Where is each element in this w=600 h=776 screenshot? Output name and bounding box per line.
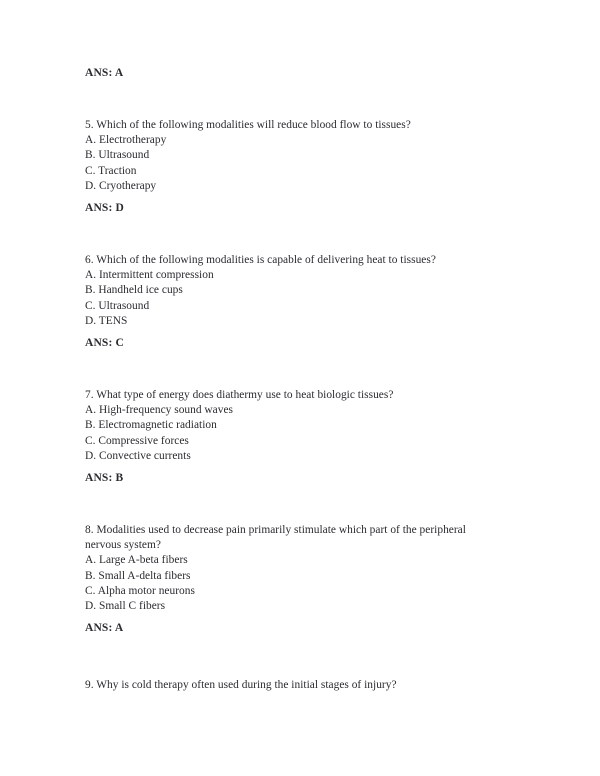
option-5-a: A. Electrotherapy [85, 134, 167, 147]
option-7-b: B. Electromagnetic radiation [85, 419, 217, 432]
option-8-d: D. Small C fibers [85, 600, 166, 613]
answer-label-5: ANS: D [85, 202, 124, 215]
question-text-7: 7. What type of energy does diathermy use to heat biologic tissues? [85, 389, 394, 402]
option-list-5 [85, 133, 495, 194]
option-list-6 [85, 268, 495, 329]
option-6-c: C. Ultrasound [85, 299, 150, 312]
option-list-7 [85, 403, 495, 464]
question-text-5: 5. Which of the following modalities will reduce blood flow to tissues? [85, 119, 411, 131]
spacer [85, 351, 495, 388]
question-block-7 [85, 388, 495, 486]
option-7-d: D. Convective currents [85, 449, 191, 462]
option-7-a: A. High-frequency sound waves [85, 404, 233, 417]
spacer [85, 464, 495, 471]
option-7-c: C. Compressive forces [85, 434, 189, 447]
option-6-d: D. TENS [85, 314, 128, 327]
answer-label-8: ANS: A [85, 622, 124, 635]
answer-label-6: ANS: C [85, 337, 124, 350]
spacer [85, 194, 495, 201]
spacer [85, 486, 495, 523]
question-text-6: 6. Which of the following modalities is capable of delivering heat to tissues? [85, 254, 436, 267]
spacer [85, 216, 495, 253]
spacer [85, 329, 495, 336]
spacer [85, 614, 495, 621]
option-5-b: B. Ultrasound [85, 149, 150, 162]
answer-label-orphan: ANS: A [85, 67, 124, 79]
question-block-8 [85, 523, 495, 636]
option-8-b: B. Small A-delta fibers [85, 569, 191, 582]
spacer [85, 636, 495, 678]
option-6-b: B. Handheld ice cups [85, 284, 183, 297]
question-block-6 [85, 253, 495, 351]
question-text-9: 9. Why is cold therapy often used during the initial stages of injury? [85, 679, 397, 692]
option-list-8 [85, 553, 495, 614]
question-block-5 [85, 118, 495, 216]
option-8-c: C. Alpha motor neurons [85, 584, 195, 597]
question-block-9 [85, 678, 495, 693]
question-text-8: 8. Modalities used to decrease pain primarily stimulate which part of the peripheral nervous system? [85, 524, 466, 552]
option-6-a: A. Intermittent compression [85, 269, 214, 282]
document-content [85, 66, 495, 693]
answer-label-7: ANS: B [85, 472, 124, 485]
spacer [85, 81, 495, 118]
option-5-d: D. Cryotherapy [85, 179, 157, 192]
option-5-c: C. Traction [85, 164, 137, 177]
option-8-a: A. Large A-beta fibers [85, 554, 188, 567]
orphan-answer-block [85, 66, 495, 81]
